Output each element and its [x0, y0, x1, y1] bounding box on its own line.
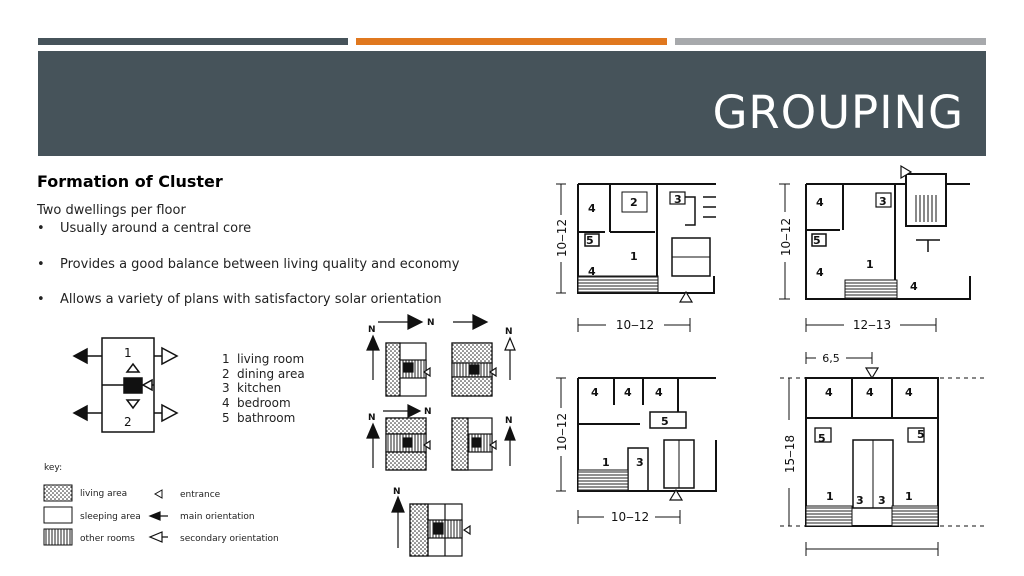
- slide-title: GROUPING: [712, 86, 964, 139]
- core-block: [124, 378, 142, 393]
- svg-text:4: 4: [591, 386, 599, 399]
- floor-plan-b: [779, 166, 970, 332]
- main-orientation-arrow: [74, 349, 102, 363]
- north-arrow: [367, 424, 379, 468]
- svg-text:5: 5: [813, 234, 821, 247]
- diagram-label-top: 1: [124, 346, 132, 360]
- secondary-orientation-icon: [150, 532, 168, 542]
- main-orientation-arrow: [74, 406, 102, 420]
- svg-text:4: 4: [825, 386, 833, 399]
- bullet-item: • Provides a good balance between living quality and economy: [37, 256, 459, 292]
- svg-text:5: 5: [818, 432, 826, 445]
- secondary-orientation-arrow: [154, 405, 177, 421]
- entrance-icon: [155, 490, 162, 498]
- main-orientation-icon: [150, 512, 168, 520]
- secondary-orientation-arrow: [154, 348, 177, 364]
- svg-text:N: N: [427, 318, 435, 328]
- svg-text:1: 1: [630, 250, 638, 263]
- svg-text:3: 3: [879, 195, 887, 208]
- floor-plan-d: [780, 352, 986, 556]
- key-title: key:: [44, 463, 63, 473]
- key-secondary-orientation-label: secondary orientation: [180, 534, 279, 544]
- floor-plan-a-labels: [586, 193, 682, 278]
- secondary-arrow: [505, 338, 515, 380]
- svg-text:1: 1: [826, 490, 834, 503]
- svg-text:1: 1: [905, 490, 913, 503]
- north-arrow: [505, 427, 515, 466]
- room-number: 4: [222, 396, 230, 410]
- floor-plan-c: [556, 378, 716, 524]
- slide-subtitle: Formation of Cluster: [37, 172, 223, 191]
- key-legend: [44, 463, 279, 545]
- svg-text:N: N: [424, 407, 432, 417]
- svg-text:4: 4: [816, 196, 824, 209]
- intro-text: Two dwellings per floor: [37, 203, 186, 218]
- key-main-orientation-label: main orientation: [180, 512, 255, 522]
- other-swatch: [44, 529, 72, 545]
- svg-text:4: 4: [910, 280, 918, 293]
- svg-text:1: 1: [866, 258, 874, 271]
- room-number: 3: [222, 381, 230, 395]
- key-entrance-label: entrance: [180, 490, 221, 500]
- svg-text:3: 3: [878, 494, 886, 507]
- svg-text:4: 4: [655, 386, 663, 399]
- floor-plan-b-labels: [813, 195, 918, 293]
- bullet-item: • Allows a variety of plans with satisfactory solar orientation: [37, 291, 459, 327]
- svg-text:N: N: [393, 487, 401, 497]
- north-arrow: [453, 315, 487, 329]
- key-sleeping-label: sleeping area: [80, 512, 141, 522]
- svg-text:5: 5: [586, 234, 594, 247]
- north-arrow: [378, 315, 422, 329]
- plan-a-width-dim: 10‒12: [615, 318, 655, 332]
- room-number: 1: [222, 352, 230, 366]
- room-number: 5: [222, 411, 230, 425]
- cluster-schemes: [367, 315, 515, 556]
- svg-text:N: N: [368, 325, 376, 335]
- svg-text:N: N: [505, 416, 513, 426]
- room-label: living room: [237, 352, 305, 366]
- room-label: dining area: [237, 367, 305, 381]
- room-label: kitchen: [237, 381, 282, 395]
- plan-b-width-dim: 12‒13: [852, 318, 892, 332]
- plan-c-height-dim: 10‒12: [555, 412, 569, 452]
- north-arrow: [367, 336, 379, 380]
- room-label: bedroom: [237, 396, 291, 410]
- svg-text:3: 3: [856, 494, 864, 507]
- north-arrow: [383, 405, 420, 417]
- svg-text:3: 3: [674, 193, 682, 206]
- north-arrow: [392, 497, 404, 548]
- svg-text:4: 4: [866, 386, 874, 399]
- svg-text:4: 4: [816, 266, 824, 279]
- svg-text:N: N: [505, 327, 513, 337]
- svg-text:N: N: [368, 413, 376, 423]
- plan-d-width-dim: 6,5: [822, 352, 840, 365]
- room-legend: [222, 352, 305, 425]
- entrance-mark: [127, 400, 139, 408]
- plan-c-width-dim: 10‒12: [610, 510, 650, 524]
- sleeping-swatch: [44, 507, 72, 523]
- living-swatch: [44, 485, 72, 501]
- key-other-label: other rooms: [80, 534, 135, 544]
- svg-text:5: 5: [917, 428, 925, 441]
- plan-b-height-dim: 10‒12: [779, 217, 793, 257]
- svg-text:4: 4: [588, 202, 596, 215]
- floor-plan-d-labels: [818, 386, 925, 507]
- entrance-mark: [127, 364, 139, 372]
- entrance-mark: [143, 380, 152, 390]
- bullet-item: • Usually around a central core: [37, 220, 459, 256]
- svg-text:4: 4: [905, 386, 913, 399]
- svg-text:4: 4: [588, 265, 596, 278]
- diagram-label-bottom: 2: [124, 415, 132, 429]
- svg-text:2: 2: [630, 196, 638, 209]
- room-label: bathroom: [237, 411, 296, 425]
- key-living-label: living area: [80, 489, 128, 499]
- room-number: 2: [222, 367, 230, 381]
- svg-text:1: 1: [602, 456, 610, 469]
- plan-d-height-dim: 15‒18: [783, 434, 797, 474]
- svg-text:3: 3: [636, 456, 644, 469]
- plan-a-height-dim: 10‒12: [555, 218, 569, 258]
- svg-text:4: 4: [624, 386, 632, 399]
- svg-text:5: 5: [661, 415, 669, 428]
